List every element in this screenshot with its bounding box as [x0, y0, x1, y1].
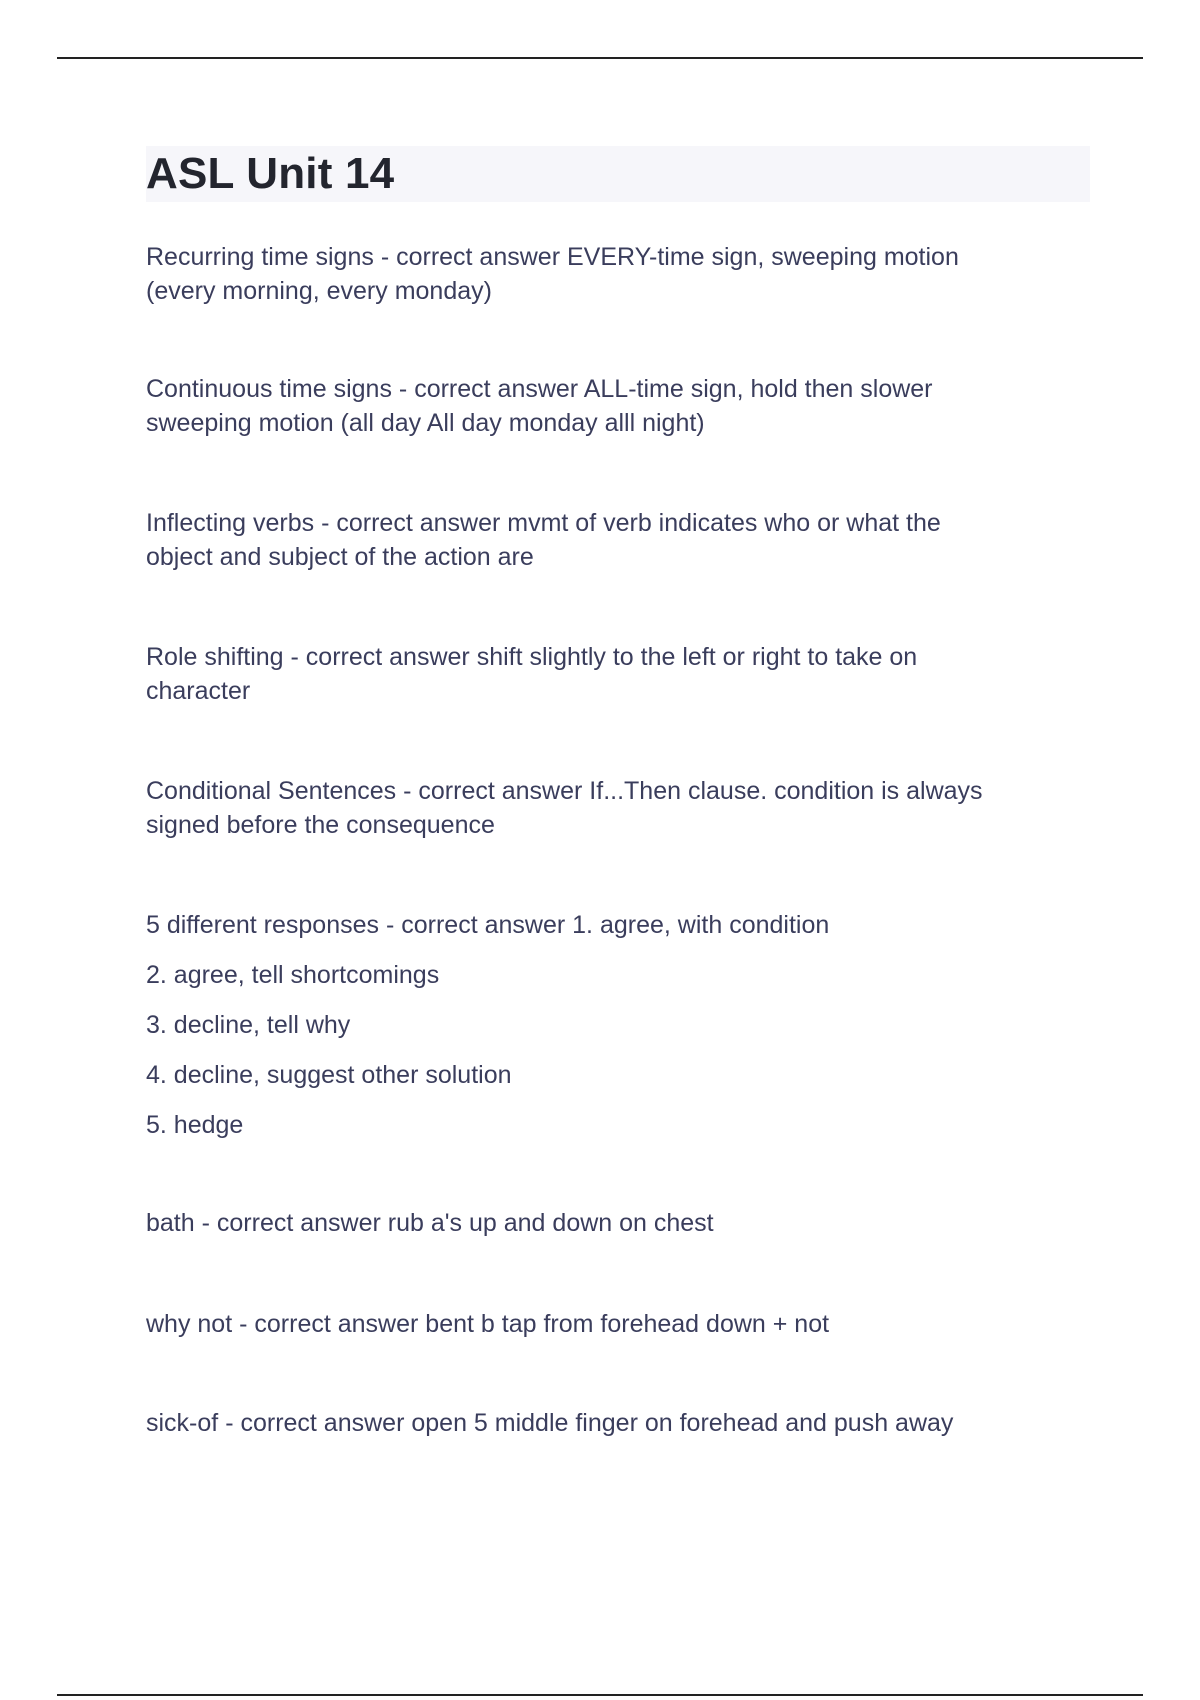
flashcard: [146, 1307, 1090, 1341]
flashcard-line: [146, 774, 1090, 808]
answer-separator: - correct answer: [403, 777, 583, 805]
flashcard-answer: mvmt of verb indicates who or what the: [507, 509, 941, 537]
bottom-rule: [57, 1694, 1143, 1696]
flashcard-term: why not: [146, 1310, 233, 1338]
flashcard-line: [146, 1307, 1090, 1341]
answer-separator: - correct answer: [239, 1310, 419, 1338]
flashcard-term: Conditional Sentences: [146, 777, 397, 805]
flashcard-line: [146, 1406, 1090, 1440]
title-band: [146, 146, 1090, 202]
flashcard-line: [146, 640, 1090, 674]
flashcard: [146, 240, 1090, 308]
flashcard-line: [146, 1206, 1090, 1240]
flashcard-answer-continued: object and subject of the action are: [146, 543, 534, 571]
flashcard-answer: ALL-time sign, hold then slower: [583, 375, 933, 403]
list-item: 2. agree, tell shortcomings: [146, 961, 440, 989]
flashcard-answer: shift slightly to the left or right to take on: [476, 643, 918, 671]
responses-flashcard: [146, 908, 1090, 1142]
flashcard-answer-continued: sweeping motion (all day All day monday alll night): [146, 409, 705, 437]
flashcard-answer-continued: signed before the consequence: [146, 811, 495, 839]
flashcard-term: Inflecting verbs: [146, 509, 315, 537]
flashcard: [146, 1406, 1090, 1440]
flashcard-answer-continued: character: [146, 677, 251, 705]
flashcard: [146, 1206, 1090, 1240]
answer-separator: - correct answer: [290, 643, 470, 671]
flashcard-term: bath: [146, 1209, 195, 1237]
flashcard-line: [146, 372, 1090, 406]
answer-separator: - correct answer: [385, 911, 566, 939]
flashcard-term: sick-of: [146, 1409, 219, 1437]
flashcard-term: Recurring time signs: [146, 243, 374, 271]
list-item: 4. decline, suggest other solution: [146, 1061, 512, 1089]
top-rule: [57, 57, 1143, 59]
flashcard-line: [146, 506, 1090, 540]
flashcard: [146, 640, 1090, 708]
flashcard-answer: rub a's up and down on chest: [387, 1209, 714, 1237]
flashcard-answer: open 5 middle finger on forehead and push away: [411, 1409, 954, 1437]
flashcard-answer: 1. agree, with condition: [572, 911, 830, 939]
flashcard-answer: bent b tap from forehead down + not: [425, 1310, 830, 1338]
flashcard: [146, 774, 1090, 842]
flashcard: [146, 372, 1090, 440]
list-item: 5. hedge: [146, 1111, 244, 1139]
list-item: 3. decline, tell why: [146, 1011, 351, 1039]
page-title: ASL Unit 14: [146, 149, 395, 198]
flashcard: [146, 506, 1090, 574]
flashcard-line: [146, 240, 1090, 274]
flashcard-answer: EVERY-time sign, sweeping motion: [566, 243, 959, 271]
answer-separator: - correct answer: [380, 243, 561, 271]
flashcard-term: 5 different responses: [146, 911, 380, 939]
flashcard-answer: If...Then clause. condition is always: [589, 777, 983, 805]
answer-separator: - correct answer: [398, 375, 579, 403]
flashcard-term: Role shifting: [146, 643, 284, 671]
flashcard-line: [146, 908, 1090, 942]
answer-separator: - correct answer: [321, 509, 501, 537]
answer-separator: - correct answer: [201, 1209, 381, 1237]
document-body: [146, 146, 1090, 1440]
flashcard-answer-continued: (every morning, every monday): [146, 277, 492, 305]
answer-separator: - correct answer: [225, 1409, 405, 1437]
flashcard-term: Continuous time signs: [146, 375, 392, 403]
